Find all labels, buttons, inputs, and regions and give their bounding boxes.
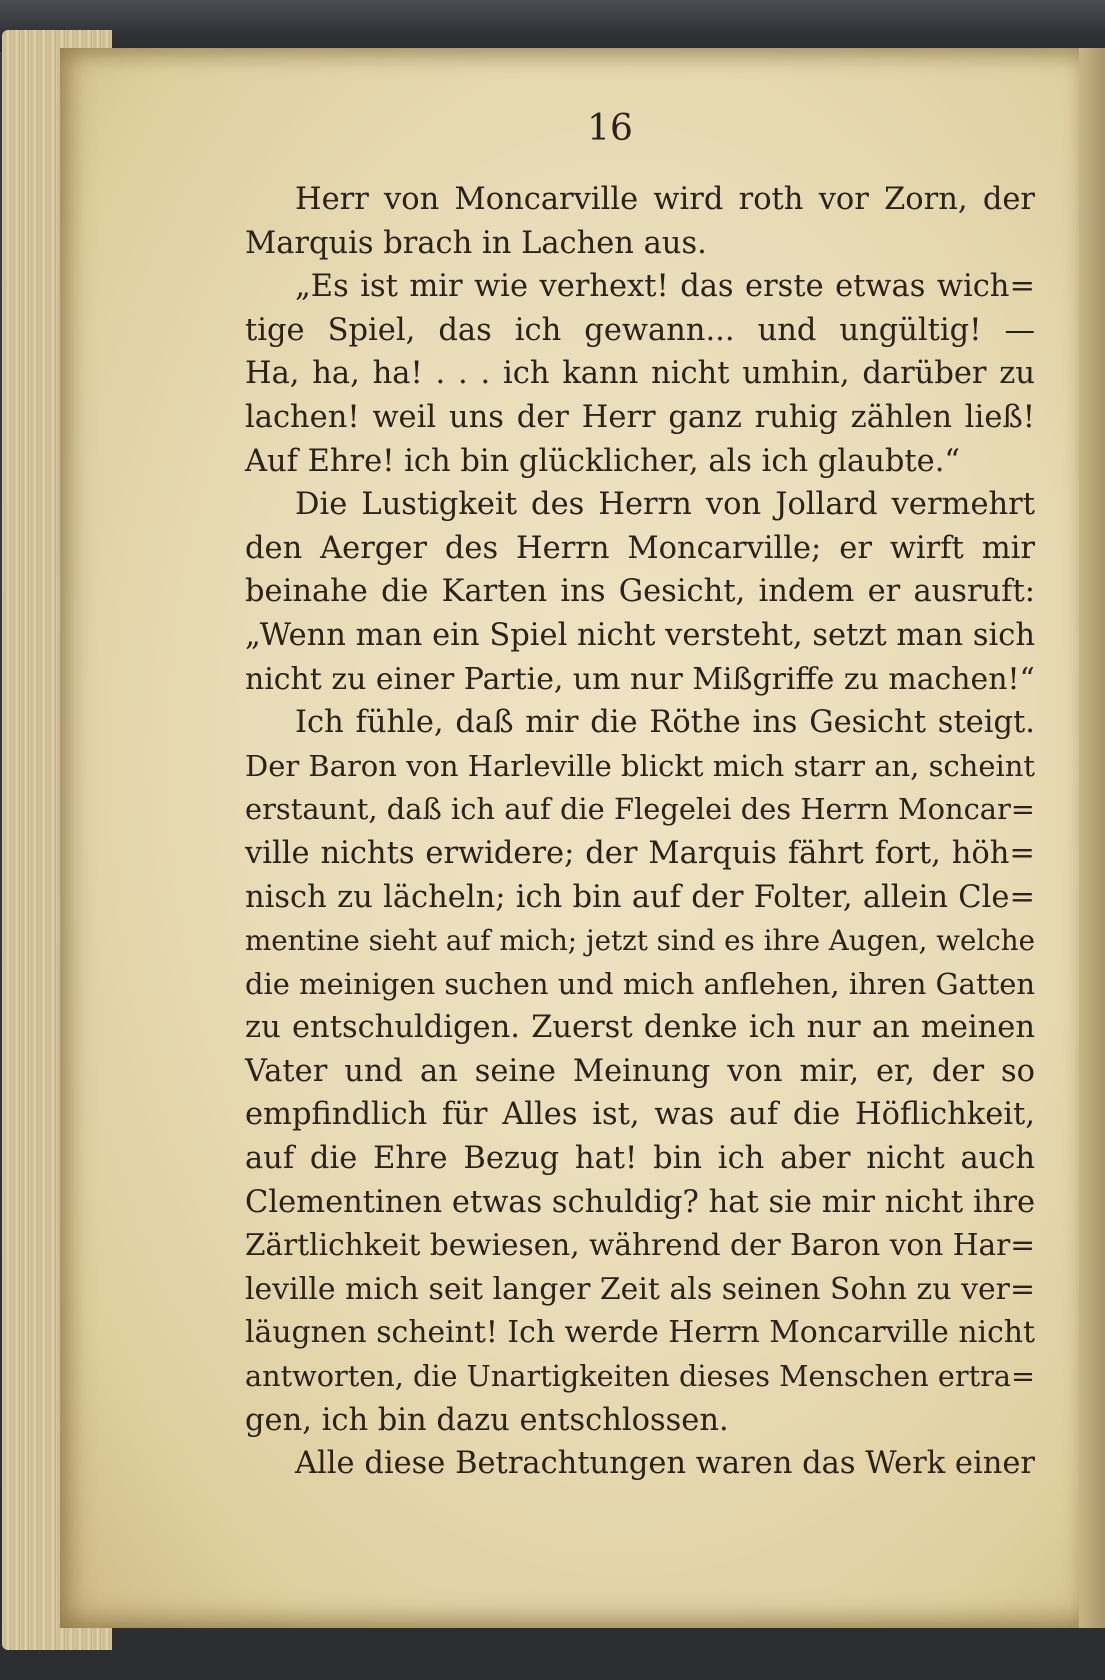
text-line: Clementinen etwas schuldig? hat sie mir nicht ihre (245, 1184, 1035, 1220)
text-line: Vater und an seine Meinung von mir, er, der so (245, 1053, 1035, 1089)
text-line: nisch zu lächeln; ich bin auf der Folter, allein Cle= (245, 879, 1035, 915)
text-line: ville nichts erwidere; der Marquis fährt fort, höh= (245, 835, 1035, 871)
page-right-edge (1079, 48, 1105, 1628)
text-line: Auf Ehre! ich bin glücklicher, als ich glaubte.“ (245, 443, 961, 479)
text-line: Marquis brach in Lachen aus. (245, 225, 707, 261)
text-line: Zärtlichkeit bewiesen, während der Baron von Har= (245, 1228, 1035, 1263)
text-line: nicht zu einer Partie, um nur Mißgriffe zu machen!“ (245, 661, 1035, 697)
text-line: Ha, ha, ha! . . . ich kann nicht umhin, darüber zu (245, 356, 1035, 392)
text-line: leville mich seit langer Zeit als seinen Sohn zu ver= (245, 1271, 1035, 1307)
text-line: Die Lustigkeit des Herrn von Jollard vermehrt (295, 487, 1035, 523)
text-line: die meinigen suchen und mich anflehen, ihren Gatten (245, 966, 1035, 1001)
text-line: Herr von Moncarville wird roth vor Zorn, der (295, 182, 1035, 217)
text-line: zu entschuldigen. Zuerst denke ich nur an meinen (245, 1010, 1035, 1046)
text-line: Ich fühle, daß mir die Röthe ins Gesicht steigt. (295, 705, 1035, 741)
text-line: antworten, die Unartigkeiten dieses Menschen ertra= (245, 1359, 1035, 1394)
text-line: lachen! weil uns der Herr ganz ruhig zählen ließ! (245, 399, 1035, 435)
book-cover-edge (0, 0, 1105, 52)
text-line: „Wenn man ein Spiel nicht versteht, setzt man sich (245, 617, 1035, 653)
text-line: empfindlich für Alles ist, was auf die Höflichkeit, (245, 1097, 1035, 1133)
text-line: den Aerger des Herrn Moncarville; er wirft mir (245, 530, 1035, 566)
text-line: beinahe die Karten ins Gesicht, indem er ausruft: (245, 574, 1035, 610)
text-line: erstaunt, daß ich auf die Flegelei des Herrn Moncar= (245, 792, 1035, 827)
text-line: Der Baron von Harleville blickt mich starr an, scheint (245, 748, 1035, 783)
text-line: Alle diese Betrachtungen waren das Werk einer (295, 1446, 1035, 1482)
text-line: „Es ist mir wie verhext! das erste etwas wich= (295, 269, 1035, 305)
text-line: mentine sieht auf mich; jetzt sind es ihre Augen, welche (245, 924, 1035, 958)
text-line: läugnen scheint! Ich werde Herrn Moncarville nicht (245, 1315, 1035, 1351)
text-line: auf die Ehre Bezug hat! bin ich aber nicht auch (245, 1141, 1035, 1177)
body-text (245, 178, 1035, 1486)
page-number: 16 (587, 108, 633, 149)
text-line: tige Spiel, das ich gewann... und ungültig! — (245, 312, 1035, 348)
text-line: gen, ich bin dazu entschlossen. (245, 1402, 729, 1438)
